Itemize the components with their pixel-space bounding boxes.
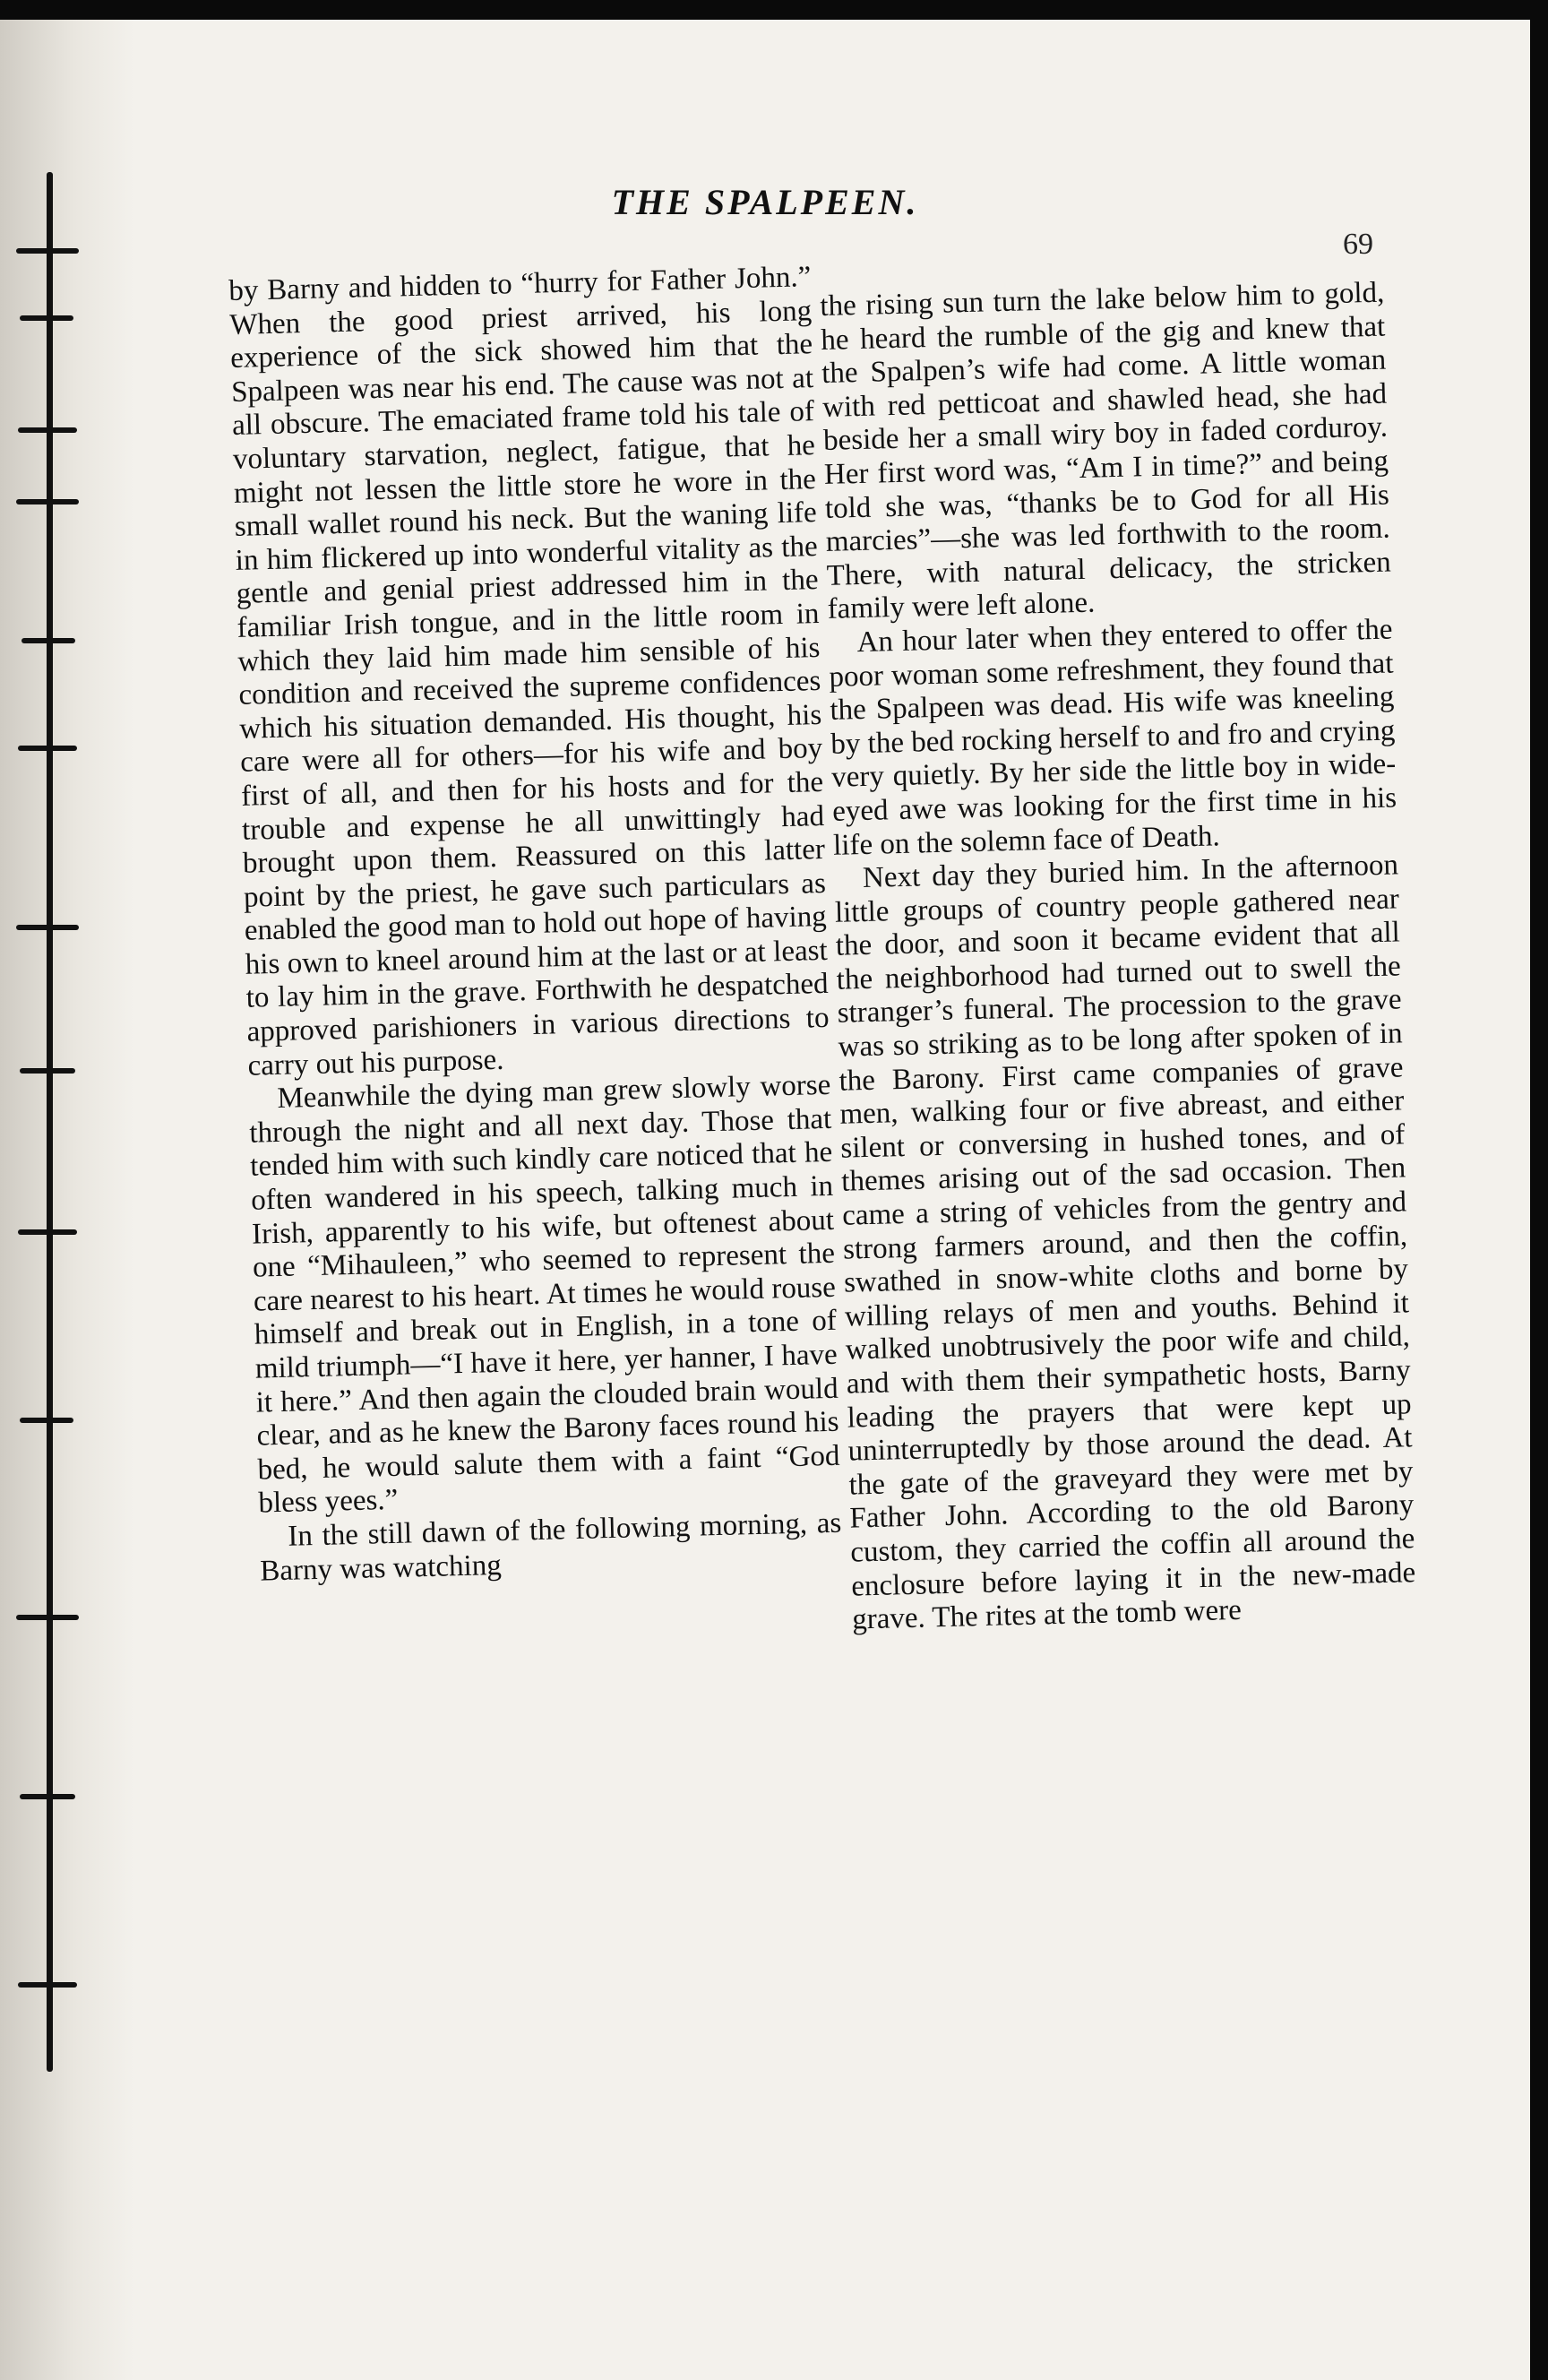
binding-stitch	[18, 427, 77, 433]
binding-stitch	[20, 1418, 73, 1423]
binding-stitch	[20, 1068, 75, 1074]
right-column	[820, 277, 1417, 1638]
binding-thread	[47, 172, 53, 2072]
paragraph: In the still dawn of the following morning, as Barny was watching	[259, 1506, 842, 1588]
binding-stitch	[16, 925, 79, 930]
binding-stitch	[18, 746, 77, 751]
binding-stitch	[16, 1615, 79, 1620]
binding-stitch	[18, 1229, 77, 1235]
left-column	[228, 261, 843, 1589]
book-page	[0, 20, 1530, 2380]
page-binding	[0, 20, 134, 2380]
binding-stitch	[16, 499, 79, 504]
paragraph: by Barny and hidden to “hurry for Father John.” When the good priest arrived, his long experience of the sick showed him that the Spalpeen was near his end. The cause was not at all obscure. The emaciated frame told his tale of voluntary starvation, neglect, fatigue, that he might not lessen the little store he wore in the small wallet round his neck. But the waning life in him flickered up into wonderful vitality as the gentle and genial priest addressed him in the familiar Irish tongue, and in the little room in which they laid him made him sensible of his condition and received the supreme confidences which his situation demanded. His thought, his care were all for others—for his wife and boy first of all, and then for his hosts and for the trouble and expense he all unwittingly had brought upon them. Reassured on this latter point by the priest, he gave such particulars as enabled the good man to hold out hope of having his own to kneel around him at the last or at least to lay him in the grave. Forthwith he despatched approved parishioners in various directions to carry out his purpose.	[228, 261, 830, 1082]
paragraph: Next day they buried him. In the afternoon little groups of country people gathered near the door, and soon it became evident that all the neighborhood had turned out to swell the stranger’s funeral. The procession to the grave was so striking as to be long after spoken of in the Barony. First came companies of grave men, walking four or five abreast, and either silent or conversing in hushed tones, and of themes arising out of the sad occasion. Then came a string of vehicles from the gentry and strong farmers around, and then the coffin, swathed in snow-white cloths and borne by willing relays of men and youths. Behind it walked unobtrusively the poor wife and child, and with them their sympathetic hosts, Barny leading the prayers that were kept up uninterruptedly by those around the dead. At the gate of the graveyard they were met by Father John. According to the old Barony custom, they carried the coffin all around the enclosure before laying it in the new-made grave. The rites at the tomb were	[834, 849, 1416, 1636]
binding-stitch	[20, 1794, 75, 1799]
paragraph: Meanwhile the dying man grew slowly worse through the night and all next day. Those that tended him with such kindly care noticed that he often wandered in his speech, talking much in Irish, apparently to his wife, but oftenest about one “Mihauleen,” who seemed to represent the care nearest to his heart. At times he would rouse himself and break out in English, in a tone of mild triumph—“I have it here, yer hanner, I have it here.” And then again the clouded brain would clear, and as he knew the Barony faces round his bed, he would salute them with a faint “God bless yees.”	[248, 1069, 840, 1520]
binding-stitch	[20, 315, 73, 321]
running-head: THE SPALPEEN.	[611, 182, 919, 222]
page-number: 69	[1343, 228, 1373, 261]
binding-stitch	[22, 638, 75, 643]
paragraph: the rising sun turn the lake below him to gold, he heard the rumble of the gig and knew that the Spalpen’s wife had come. A little woman with red petticoat and shawled head, she had beside her a small wiry boy in faded corduroy. Her first word was, “Am I in time?” and being told she was, “thanks be to God for all His marcies”—she was led forthwith to the room. There, with natural delicacy, the stricken family were left alone.	[820, 276, 1392, 626]
binding-stitch	[16, 248, 79, 254]
paragraph: An hour later when they entered to offer the poor woman some refreshment, they found that the Spalpeen was dead. His wife was kneeling by the bed rocking herself to and fro and crying very quietly. By her side the little boy in wide-eyed awe was looking for the first time in his life on the solemn face of Death.	[829, 613, 1398, 862]
binding-stitch	[18, 1982, 77, 1988]
